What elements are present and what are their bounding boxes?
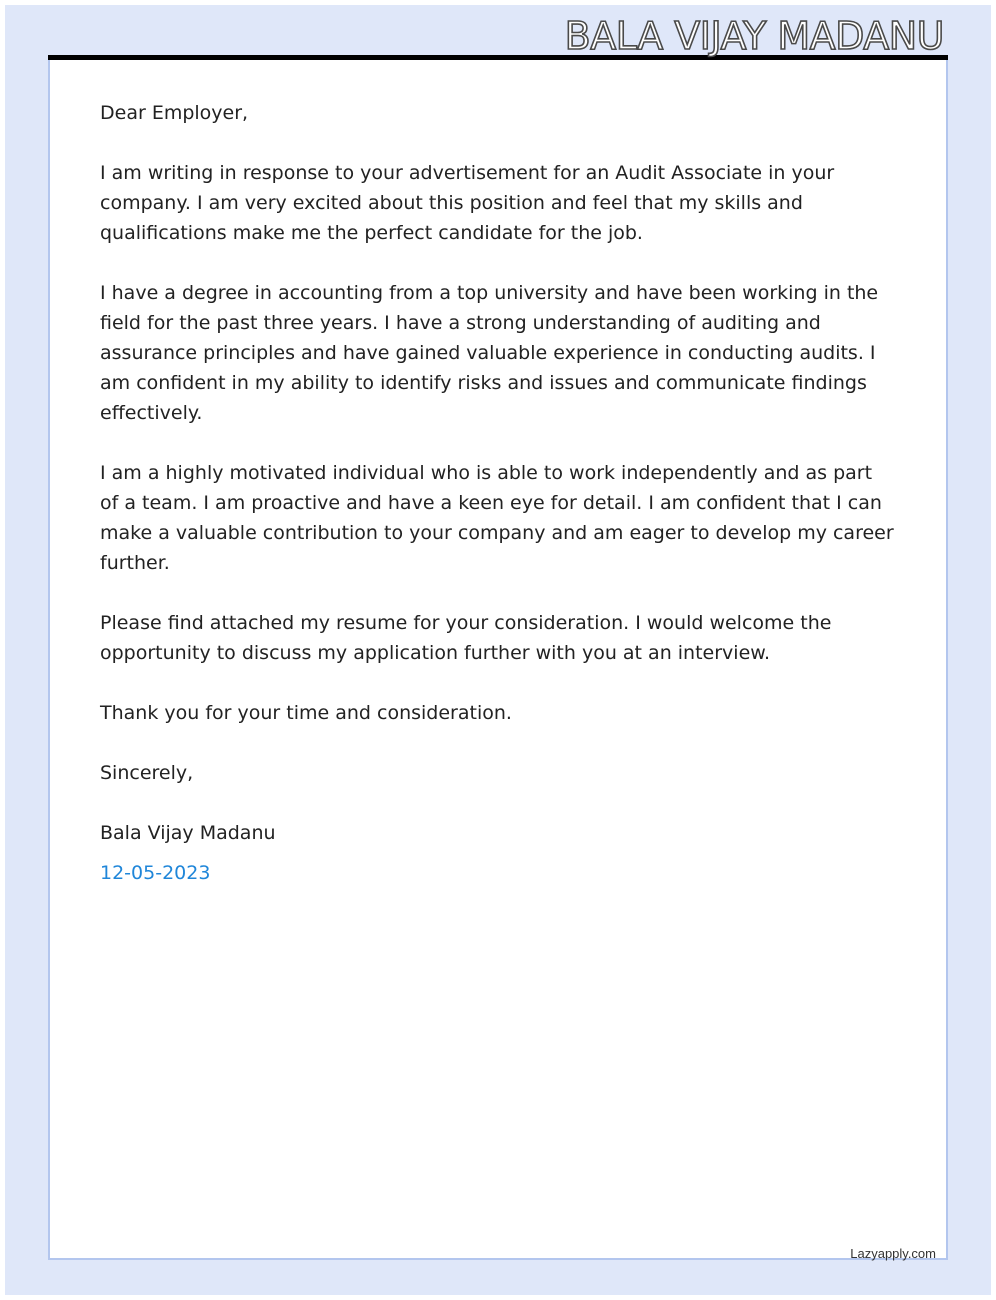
applicant-name-header: BALA VIJAY MADANU [564, 14, 944, 58]
paragraph-4: Please find attached my resume for your consideration. I would welcome the opportunity to discuss my application further with you at an interview. [100, 612, 832, 664]
paragraph-5: Thank you for your time and consideration. [100, 702, 512, 724]
paragraph-3: I am a highly motivated individual who is able to work independently and as part of a team. I am proactive and have a keen eye for detail. I am confident that I can make a valuable contribution to your company and am eager to develop my career further. [100, 462, 894, 574]
signature-name: Bala Vijay Madanu [100, 822, 276, 844]
closing: Sincerely, [100, 762, 194, 784]
letter-date: 12-05-2023 [100, 862, 211, 884]
paragraph-1: I am writing in response to your advertisement for an Audit Associate in your company. I am very excited about this position and feel that my skills and qualifications make me the perfect candidate for the job. [100, 162, 835, 244]
salutation: Dear Employer, [100, 102, 249, 124]
paragraph-2: I have a degree in accounting from a top university and have been working in the field for the past three years. I have a strong understanding of auditing and assurance principles and have gained valuable experience in conducting audits. I am confident in my ability to identify risks and issues and communicate findings effectively. [100, 282, 879, 424]
footer-brand: Lazyapply.com [850, 1246, 936, 1261]
cover-letter-body [100, 98, 895, 888]
